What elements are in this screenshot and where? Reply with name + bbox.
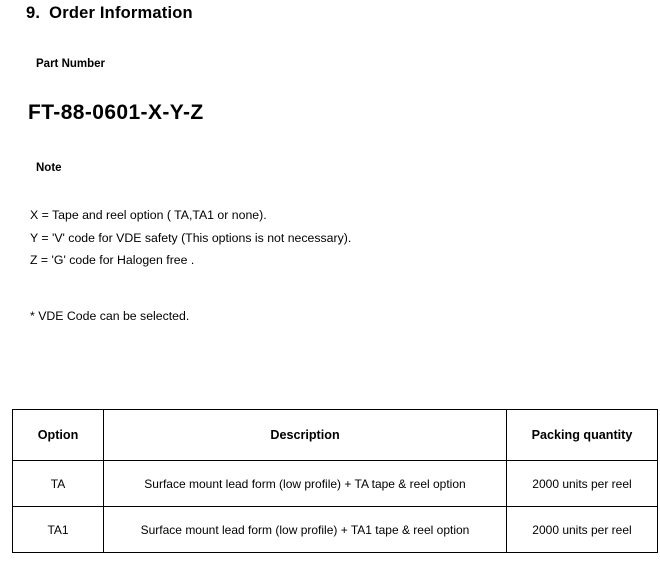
note-line-y: Y = 'V' code for VDE safety (This options is not necessary). [30, 230, 352, 245]
vde-note: * VDE Code can be selected. [30, 309, 190, 323]
cell-packing-quantity: 2000 units per reel [507, 507, 658, 553]
cell-packing-quantity: 2000 units per reel [507, 461, 658, 507]
table-header-description: Description [104, 410, 507, 461]
cell-option: TA1 [13, 507, 104, 553]
section-number: 9. [26, 4, 41, 22]
cell-description: Surface mount lead form (low profile) + TA tape & reel option [104, 461, 507, 507]
note-list [30, 204, 351, 272]
section-title-text: Order Information [49, 4, 193, 22]
part-number-value: FT-88-0601-X-Y-Z [28, 101, 204, 124]
note-line-z: Z = 'G' code for Halogen free . [30, 253, 195, 267]
table-row [13, 461, 658, 507]
table-header-option: Option [13, 410, 104, 461]
page-title [26, 4, 193, 23]
note-line-x: X = Tape and reel option ( TA,TA1 or none). [30, 208, 267, 222]
table-header-row [13, 410, 658, 461]
part-number-label: Part Number [36, 58, 106, 70]
note-label: Note [36, 162, 62, 174]
table-header-packing-quantity: Packing quantity [507, 410, 658, 461]
options-table [12, 409, 658, 553]
table-row [13, 507, 658, 553]
cell-option: TA [13, 461, 104, 507]
cell-description: Surface mount lead form (low profile) + TA1 tape & reel option [104, 507, 507, 553]
